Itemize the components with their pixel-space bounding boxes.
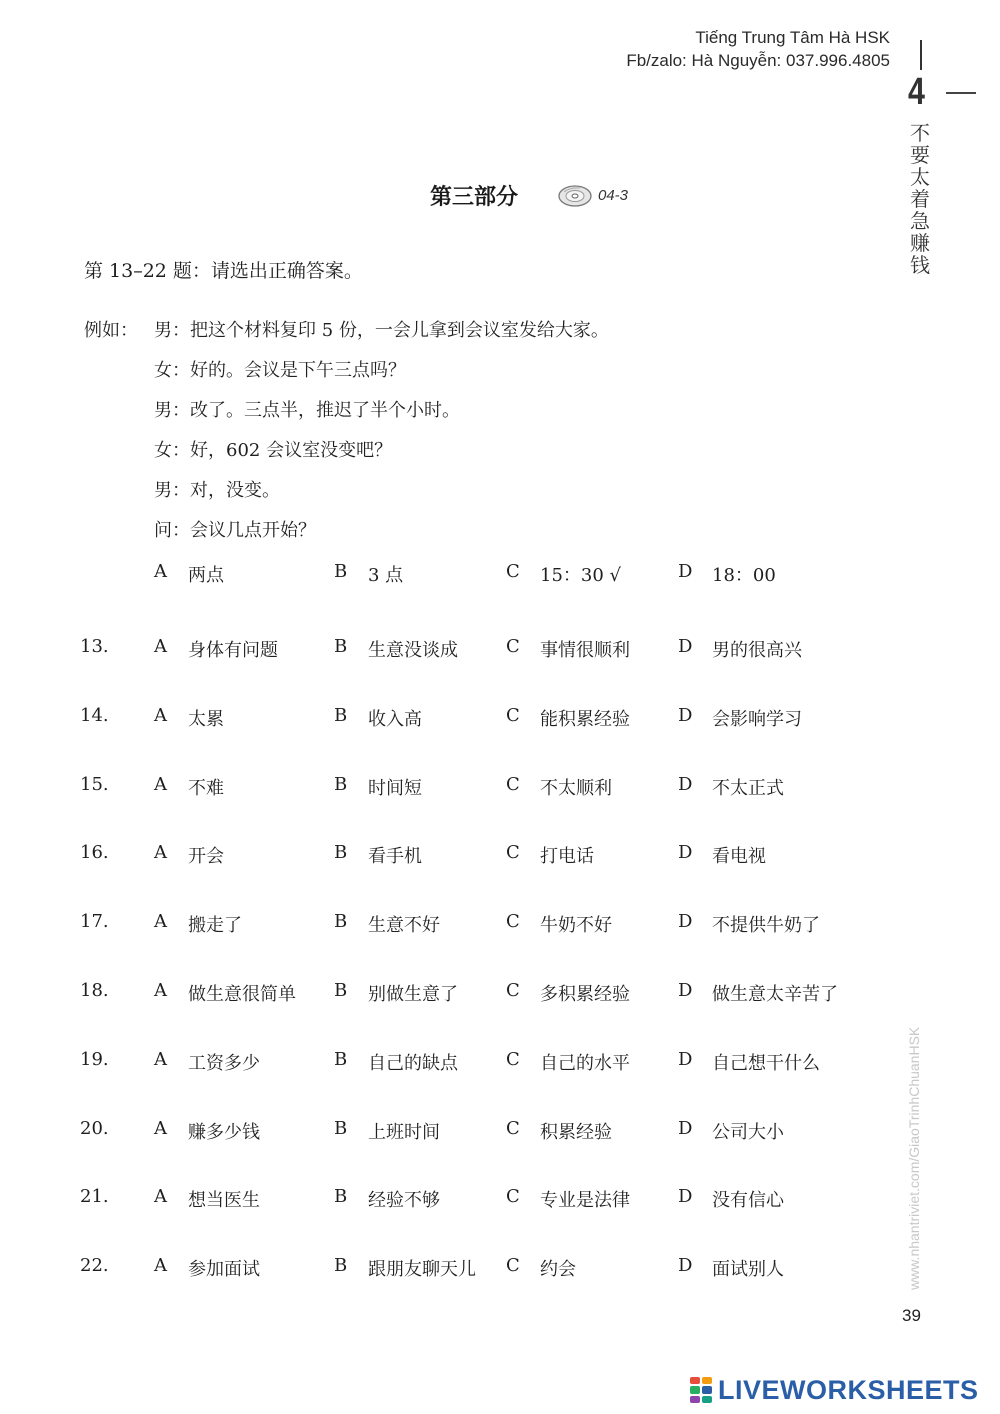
header-line-2: Fb/zalo: Hà Nguyễn: 037.996.4805: [626, 51, 890, 70]
answer-option-text[interactable]: 不太顺利: [540, 778, 612, 799]
answer-option-letter[interactable]: B: [334, 1049, 348, 1070]
answer-option-letter[interactable]: A: [154, 1186, 167, 1207]
answer-option-letter[interactable]: D: [678, 705, 693, 726]
watermark: www.nhantriviet.com/GiaoTrinhChuanHSK: [906, 1026, 922, 1290]
answer-option-text[interactable]: 搬走了: [188, 915, 242, 936]
answer-option-letter[interactable]: A: [154, 1255, 167, 1276]
answer-option-letter[interactable]: B: [334, 911, 348, 932]
example-option-text[interactable]: 3 点: [368, 565, 404, 586]
answer-option-text[interactable]: 自己的水平: [540, 1053, 630, 1074]
example-option-text[interactable]: 两点: [188, 565, 224, 586]
answer-option-text[interactable]: 不难: [188, 778, 224, 799]
answer-option-letter[interactable]: C: [506, 1049, 520, 1070]
answer-option-text[interactable]: 参加面试: [188, 1259, 260, 1280]
instruction: 第 13–22 题：请选出正确答案。: [84, 260, 363, 282]
answer-option-letter[interactable]: B: [334, 842, 348, 863]
answer-option-text[interactable]: 积累经验: [540, 1122, 612, 1143]
audio-track-label: 04-3: [598, 187, 629, 204]
question-number: 16.: [80, 842, 109, 863]
answer-option-letter[interactable]: B: [334, 636, 348, 657]
answer-option-letter[interactable]: A: [154, 911, 167, 932]
dialog-line: 女：好，602 会议室没变吧？: [154, 440, 393, 461]
answer-option-text[interactable]: 时间短: [368, 778, 422, 799]
dialog-line: 问：会议几点开始？: [154, 520, 316, 541]
answer-option-text[interactable]: 男的很高兴: [712, 640, 802, 661]
answer-option-letter[interactable]: C: [506, 636, 520, 657]
brand-footer: [690, 1370, 979, 1410]
example-label: 例如：: [84, 320, 138, 341]
answer-option-text[interactable]: 打电话: [540, 846, 594, 867]
answer-option-text[interactable]: 自己的缺点: [368, 1053, 458, 1074]
brand-name: LIVEWORKSHEETS: [718, 1374, 979, 1405]
question-number: 22.: [80, 1255, 109, 1276]
answer-option-letter[interactable]: B: [334, 980, 348, 1001]
chapter-title-char: 钱: [910, 253, 930, 277]
answer-option-letter[interactable]: D: [678, 980, 693, 1001]
chapter-title-char: 赚: [910, 231, 930, 255]
answer-option-text[interactable]: 不提供牛奶了: [712, 915, 820, 936]
answer-option-letter[interactable]: D: [678, 911, 693, 932]
question-number: 13.: [80, 636, 109, 657]
answer-option-letter[interactable]: D: [678, 1118, 693, 1139]
question-number: 17.: [80, 911, 109, 932]
answer-option-letter[interactable]: B: [334, 774, 348, 795]
chapter-title-char: 要: [910, 143, 930, 167]
answer-option-text[interactable]: 生意没谈成: [368, 640, 458, 661]
example-option-text[interactable]: 18：00: [712, 565, 776, 586]
answer-option-letter[interactable]: A: [154, 1118, 167, 1139]
answer-option-text[interactable]: 开会: [188, 846, 224, 867]
question-number: 15.: [80, 774, 109, 795]
answer-option-text[interactable]: 经验不够: [368, 1190, 440, 1211]
chapter-title-char: 太: [910, 165, 930, 189]
answer-option-text[interactable]: 会影响学习: [712, 709, 802, 730]
answer-option-letter[interactable]: A: [154, 980, 167, 1001]
answer-option-letter[interactable]: A: [154, 774, 167, 795]
example-option-letter[interactable]: A: [154, 561, 167, 582]
answer-option-letter[interactable]: C: [506, 1118, 520, 1139]
header-line-1: Tiếng Trung Tâm Hà HSK: [695, 28, 890, 47]
answer-option-letter[interactable]: D: [678, 842, 693, 863]
question-number: 18.: [80, 980, 109, 1001]
brand-logo-icon: [690, 1377, 712, 1403]
answer-option-letter[interactable]: B: [334, 1118, 348, 1139]
answer-option-text[interactable]: 能积累经验: [540, 709, 630, 730]
answer-option-letter[interactable]: A: [154, 705, 167, 726]
chapter-title-char: 急: [910, 209, 930, 233]
answer-option-text[interactable]: 想当医生: [188, 1190, 260, 1211]
example-option-letter[interactable]: B: [334, 561, 348, 582]
answer-option-letter[interactable]: D: [678, 1186, 693, 1207]
answer-option-text[interactable]: 专业是法律: [540, 1190, 630, 1211]
answer-option-text[interactable]: 看电视: [712, 846, 766, 867]
answer-option-text[interactable]: 收入高: [368, 709, 422, 730]
dialog-line: 男：对，没变。: [154, 480, 280, 501]
answer-option-text[interactable]: 太累: [188, 709, 224, 730]
chapter-title-vertical: [908, 122, 932, 276]
answer-option-text[interactable]: 做生意太辛苦了: [712, 984, 838, 1005]
answer-option-text[interactable]: 做生意很简单: [188, 984, 296, 1005]
section-title: 第三部分: [430, 185, 519, 210]
answer-option-letter[interactable]: C: [506, 705, 520, 726]
chapter-title-char: 不: [910, 121, 930, 145]
audio-cd-icon[interactable]: [558, 182, 594, 208]
answer-option-text[interactable]: 跟朋友聊天儿: [368, 1259, 476, 1280]
dialog-line: 男：改了。三点半，推迟了半个小时。: [154, 400, 460, 421]
answer-option-text[interactable]: 没有信心: [712, 1190, 784, 1211]
answer-option-text[interactable]: 公司大小: [712, 1122, 784, 1143]
answer-option-letter[interactable]: C: [506, 1186, 520, 1207]
answer-option-letter[interactable]: C: [506, 842, 520, 863]
answer-option-letter[interactable]: C: [506, 774, 520, 795]
chapter-title-char: 着: [910, 187, 930, 211]
answer-option-text[interactable]: 看手机: [368, 846, 422, 867]
answer-option-text[interactable]: 面试别人: [712, 1259, 784, 1280]
answer-option-letter[interactable]: A: [154, 1049, 167, 1070]
answer-option-text[interactable]: 约会: [540, 1259, 576, 1280]
answer-option-letter[interactable]: A: [154, 636, 167, 657]
answer-option-letter[interactable]: B: [334, 1186, 348, 1207]
answer-option-letter[interactable]: D: [678, 1255, 693, 1276]
answer-option-text[interactable]: 身体有问题: [188, 640, 278, 661]
answer-option-letter[interactable]: B: [334, 705, 348, 726]
answer-option-letter[interactable]: C: [506, 980, 520, 1001]
example-option-letter[interactable]: C: [506, 561, 520, 582]
answer-option-text[interactable]: 多积累经验: [540, 984, 630, 1005]
answer-option-text[interactable]: 生意不好: [368, 915, 440, 936]
example-option-letter[interactable]: D: [678, 561, 693, 582]
answer-option-text[interactable]: 不太正式: [712, 778, 784, 799]
sidebar-divider: [920, 40, 922, 70]
page-number: 39: [902, 1306, 921, 1325]
answer-option-letter[interactable]: D: [678, 1049, 693, 1070]
question-number: 21.: [80, 1186, 109, 1207]
answer-option-text[interactable]: 工资多少: [188, 1053, 260, 1074]
answer-option-letter[interactable]: C: [506, 1255, 520, 1276]
question-number: 19.: [80, 1049, 109, 1070]
answer-option-text[interactable]: 别做生意了: [368, 984, 458, 1005]
answer-option-letter[interactable]: C: [506, 911, 520, 932]
answer-option-letter[interactable]: A: [154, 842, 167, 863]
example-option-text[interactable]: 15：30 √: [540, 565, 621, 586]
chapter-number: 4: [908, 71, 925, 113]
answer-option-text[interactable]: 事情很顺利: [540, 640, 630, 661]
answer-option-text[interactable]: 赚多少钱: [188, 1122, 260, 1143]
question-number: 14.: [80, 705, 109, 726]
question-number: 20.: [80, 1118, 109, 1139]
chapter-rule: [946, 92, 976, 94]
answer-option-letter[interactable]: D: [678, 636, 693, 657]
dialog-line: 男：把这个材料复印 5 份，一会儿拿到会议室发给大家。: [154, 320, 609, 341]
answer-option-text[interactable]: 牛奶不好: [540, 915, 612, 936]
answer-option-letter[interactable]: D: [678, 774, 693, 795]
answer-option-text[interactable]: 自己想干什么: [712, 1053, 820, 1074]
dialog-line: 女：好的。会议是下午三点吗？: [154, 360, 406, 381]
answer-option-text[interactable]: 上班时间: [368, 1122, 440, 1143]
answer-option-letter[interactable]: B: [334, 1255, 348, 1276]
